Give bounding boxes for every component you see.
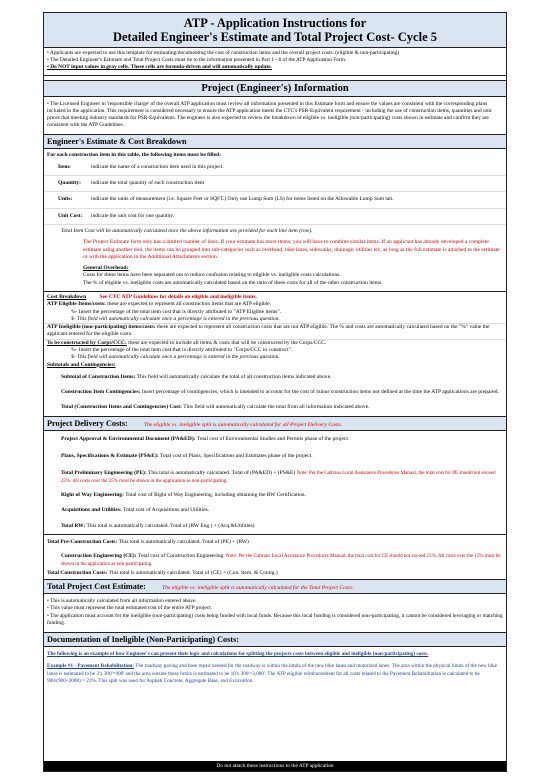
definition-term: Quantity: (58, 180, 81, 187)
ineligible-text: these are expected to represent all construction costs that are not ATP eligible. The % and costs are automatically calculated based on the "%" value the applicant entered for the eligible costs. (47, 324, 490, 338)
estimate-intro: For each construction item in this table, the following items must be filled: (47, 152, 221, 159)
total-project-note: The eligible vs. ineligible split is automatically calculated for the Total Project Costs. (161, 585, 354, 592)
example-1 (44, 663, 506, 685)
definition-term: Units: (58, 196, 73, 203)
definition-text: indicate the units of measurement (i.e. Square Feet or SQFT.) Only use Lump Sum (LS) for items listed on the Allowable Lump Sum tab. (91, 196, 394, 203)
total-rw-label: Total RW: (61, 522, 86, 529)
acquisitions-row (44, 503, 506, 518)
atp-eligible-dollar: $- This field will automatically calculate once a percentage is entered in the previous question. (71, 315, 280, 322)
page-title (44, 13, 506, 48)
acquisitions-label: Acquisitions and Utilities: (61, 507, 122, 514)
line-limit-note: The Project Estimate form only has a limited number of lines. If your estimate has more items; you will have to combine similar items. If an applicant has already developed a complete estimate using another tool, the items can be grouped into sub-categories such as overhead, bike lanes, sidewalks, drainage, utilities etc, as long as the full estimate is attached to the estimate or with the application in the Additional Attachments section. (83, 239, 500, 260)
corps-row (44, 339, 506, 347)
total-construction-label: Total (Construction Items and Contingencies) Cost: (61, 403, 182, 410)
total-rw-text: This total is automatically calculated. Total of (RW Eng.) + (Acq.&Utilities) (86, 522, 255, 529)
total-construction-costs-label: Total Construction Costs: (47, 569, 108, 576)
contingency-text: Insert percentage of contingencies, which is intended to account for the cost of minor construction items not defined at the time the ATP applications are prepared. (141, 389, 499, 396)
pse-label: Plans, Specifications & Estimate (PS&E): (61, 453, 159, 460)
total-project-header (44, 579, 506, 594)
pse-text: Total cost of Plans, Specifications and Estimates phase of the project. (159, 453, 313, 460)
ce-text: Total cost of Construction Engineering. (137, 553, 225, 560)
corps-dollar: $- This field will automatically calculate once a percentage is entered in the previous question. (71, 354, 280, 361)
subtotal-label: Subtotal of Construction Items: (61, 373, 136, 380)
paed-text: Total cost of Environmental Studies and Permits phase of the project. (196, 435, 350, 442)
ineligible-label: ATP Ineligible (non-participating) items/costs: (47, 324, 156, 331)
corps-text: these are expected to include all items & costs that will be constructed by the Corps/CCC. (128, 339, 327, 346)
delivery-header (44, 416, 506, 431)
contingency-row (44, 386, 506, 400)
atp-eligible-label: ATP Eligible Items/costs: (47, 301, 106, 308)
example-1-label: Example #1 - Pavement Rehabilitation: (47, 663, 135, 670)
precon-label: Total Pre-Construction Costs: (47, 538, 118, 545)
total-item-cost-note: Total Item Cost will be automatically calculated once the above information are provided for each line item (row). (61, 227, 313, 234)
definition-term: Unit Cost: (58, 212, 83, 219)
subtotals-label: Subtotals and Contingencies: (47, 361, 116, 368)
footer-note: Do not attach these instructions to the ATP application (44, 761, 506, 771)
pe-text: This total is automatically calculated. Total of (PA&ED) + (PS&E) (148, 470, 296, 477)
ineligible-row (44, 323, 506, 339)
atp-eligible-row (44, 301, 506, 308)
atp-eligible-percent: %- Insert the percentage of the total item cost that is directly attributed to "ATP Eligible items". (71, 308, 282, 315)
project-info-header: Project (Engineer's) Information (44, 80, 506, 97)
definition-term: Item: (58, 163, 71, 170)
definition-text: indicate the total quantity of each construction item (91, 180, 205, 187)
delivery-note: The eligible vs. ineligible split is automatically calculated for all Project Delivery Costs. (143, 421, 343, 428)
ce-label: Construction Engineering (CE): (61, 553, 137, 560)
delivery-title: Project Delivery Costs: (47, 418, 128, 428)
total-rw-row (44, 519, 506, 534)
total-project-bullet: • This value must represent the total estimated cost of the entire ATP project. (47, 605, 213, 612)
contingency-label: Construction Item Contingencies: (61, 389, 141, 396)
ce-note: Note: Per the Caltrans Local Assistance Procedures Manual, the total cost for CE should not exceed 15%. All costs over the 15% must be shown in the application as non-participating. (61, 554, 501, 567)
item-definitions (44, 160, 506, 225)
project-info-text: • The Licensed Engineer in 'responsible charge' of the overall ATP application must review all information presented in this Estimate form and ensure the values are consistent with the corresponding plans included in the application. This requirement is considered necessary to ensure the ATP application meets the CTC's PSR-Equivalent requirement - including the use of construction items, quantities and unit prices that meeting industry standards for PSR-Equivalents. The engineer is also expected to review the breakdown of eligible vs. ineligible (non-participating) costs shown in estimate and confirm they are consistent with the ATP Guidelines. (47, 100, 492, 129)
total-construction-row (44, 401, 506, 416)
precon-row (44, 534, 506, 550)
corps-label: To be constructed by Corps/CCC: (47, 339, 127, 346)
subtotal-row (44, 369, 506, 386)
instruction-page (43, 12, 507, 772)
row-eng-row (44, 488, 506, 503)
pe-note: Note: Per the Caltrans Local Assistance Procedures Manual, the total cost for PE should not exceed 25%. All costs over the 25% must be shown in the application as non-participating. (61, 471, 496, 484)
intro-bullet: • Applicants are expected to use this template for estimating/documenting the cost of construction items and the overall project costs. (eligible & non-participating) (47, 50, 400, 56)
definition-unit-cost (44, 209, 506, 225)
acquisitions-text: Total cost of Acquisitions and Utilities. (123, 507, 210, 514)
total-construction-costs-row (44, 569, 506, 579)
example-1-text: The roadway paving and base repair needed for the roadway is within the limits of the new bike lanes and motorized lanes. The area within the physical limits of the new bike lanes is estimated to be 3'x 300'=900' and the area outside these limits is estimated to be 10'x 300'=3,000'. The ATP eligible reimbursement for all costs related to the Pavement Rehabilitation is calculated to be 900/(900+3000) = 23%. This split was used for Asphalt Concrete, Aggregate Base, and Excavation. (47, 663, 497, 684)
row-eng-text: Total cost of Right of Way Engineering, including obtaining the RW Certification. (125, 492, 306, 499)
definition-text: indicate the unit cost for one quantity. (91, 212, 175, 219)
definition-item (44, 160, 506, 176)
total-project-title: Total Project Cost Estimate: (47, 582, 146, 592)
paed-row (44, 431, 506, 448)
total-construction-costs-text: This total is automatically calculated. Total of (CE) + (Con. Item. & Contig.) (108, 569, 278, 576)
estimate-header: Engineer's Estimate & Cost Breakdown (44, 134, 506, 149)
row-eng-label: Right of Way Engineering: (61, 492, 125, 499)
corps-percent: %- Insert the percentage of the total item cost that is directly attributed to "Corps/CCC to construct". (71, 347, 293, 354)
ce-row (44, 550, 506, 569)
total-project-bullets (44, 594, 506, 632)
pse-row (44, 448, 506, 465)
precon-text: This total is automatically calculated. Total of (PE) + (RW) (118, 538, 249, 545)
overhead-text-1: Costs for these items have been separated out to reduce confusion relating to eligible vs. ineligible costs calculations. (83, 272, 341, 279)
definition-quantity (44, 176, 506, 192)
cost-breakdown-note: See CTC ATP Guidelines for details on eligible and ineligible items. (99, 293, 257, 300)
ineligible-header: Documentation of Ineligible (Non-Participating) Costs: (44, 632, 506, 647)
total-project-bullet: • The application must account for the ineligible (non-participating) costs being funded with local funds. Because this local funding is considered non-participating, it cannot be considered leveraging or matching funding. (47, 612, 503, 626)
intro-bullet-warning: • Do NOT input values in gray cells. These cells are formula-driven and will automatically update. (47, 64, 272, 71)
atp-eligible-text: these are expected to represent all construction items that are ATP eligible. (107, 301, 272, 308)
paed-label: Project Approval & Environmental Document (PA&ED): (61, 435, 196, 442)
cost-breakdown-label: Cost Breakdown (47, 293, 87, 300)
overhead-text-2: The % of eligible vs. ineligible costs are automatically calculated based on the ratio of these costs for all of the other construction items. (83, 279, 383, 286)
pe-row (44, 465, 506, 488)
pe-label: Total Preliminary Engineering (PE): (61, 470, 147, 477)
title-line-1: ATP - Application Instructions for (183, 16, 367, 30)
overhead-label: General Overhead: (83, 265, 129, 272)
intro-bullet: • The Detailed Engineer's Estimate and Total Project Costs must tie to the information presented in Part 1 - 8 of the ATP Application Form. (47, 57, 347, 64)
example-intro (44, 647, 506, 663)
total-project-bullet: • This is automatically calculated from all information entered above. (47, 598, 197, 605)
example-intro-text: The following is an example of how Engineer's can present their logic and calculations for splitting the projects costs between eligible and ineligible (non-participating) costs. (47, 650, 429, 657)
definition-units (44, 192, 506, 208)
total-construction-text: This field will automatically calculate the total from all information indicated above. (183, 403, 370, 410)
definition-text: indicate the name of a construction item used in this project. (91, 163, 224, 170)
subtotal-text: This field will automatically calculate the total of all construction items indicated above. (136, 373, 332, 380)
intro-bullets (44, 48, 506, 76)
cost-breakdown-row (44, 291, 506, 301)
title-line-2: Detailed Engineer's Estimate and Total Project Cost- Cycle 5 (112, 30, 438, 44)
